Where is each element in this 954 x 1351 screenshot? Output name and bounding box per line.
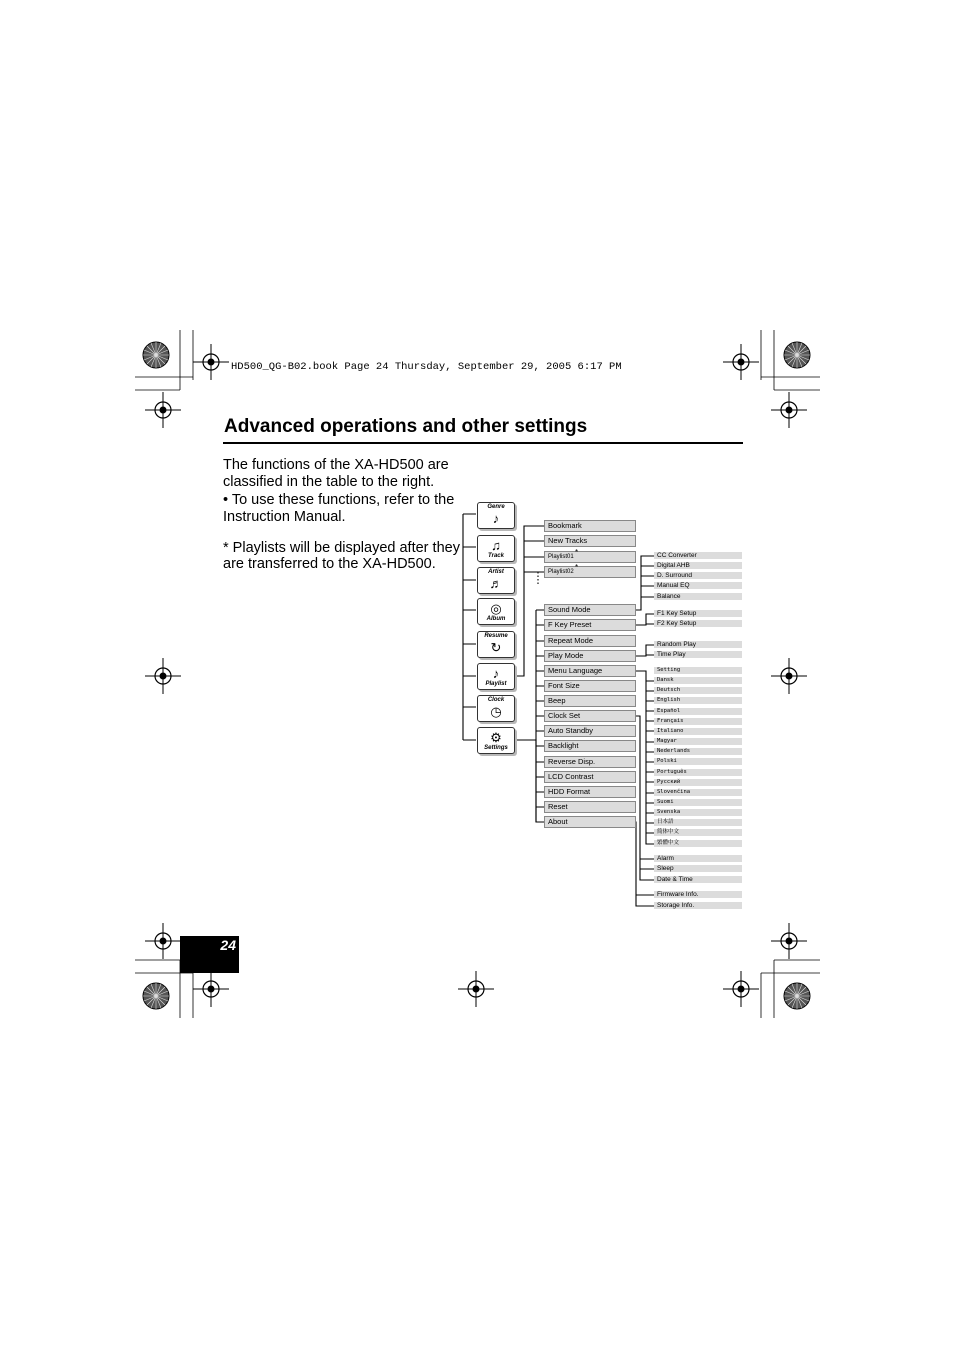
settings-item[interactable]: About (544, 816, 636, 828)
menu-clock[interactable] (477, 695, 515, 722)
language-item[interactable]: Português (654, 769, 742, 776)
menu-label: Clock (487, 697, 505, 703)
artist-icon: ♬ (489, 576, 503, 591)
language-item[interactable]: Slovenčina (654, 789, 742, 796)
language-item[interactable]: Italiano (654, 728, 742, 735)
language-item[interactable]: Deutsch (654, 687, 742, 694)
play-mode-item[interactable]: Random Play (654, 641, 742, 648)
clock-set-item[interactable]: Date & Time (654, 876, 742, 883)
settings-item[interactable]: Reverse Disp. (544, 756, 636, 768)
sound-mode-item[interactable]: D. Surround (654, 572, 742, 579)
album-icon: ◎ (490, 601, 502, 616)
menu-label: Album (486, 616, 506, 622)
clock-icon: ◷ (490, 704, 502, 719)
track-icon: ♫ (491, 538, 501, 553)
settings-icon: ⚙ (490, 730, 502, 745)
clock-set-item[interactable]: Sleep (654, 865, 742, 872)
menu-settings[interactable] (477, 727, 515, 754)
f-key-item[interactable]: F2 Key Setup (654, 620, 742, 627)
language-item[interactable]: 日本語 (654, 819, 742, 826)
sound-mode-item[interactable]: Digital AHB (654, 562, 742, 569)
page-title: Advanced operations and other settings (224, 416, 588, 437)
sound-mode-item[interactable]: Manual EQ (654, 582, 742, 589)
settings-item[interactable]: Auto Standby (544, 725, 636, 737)
about-item[interactable]: Storage Info. (654, 902, 742, 909)
settings-item[interactable]: Menu Language (544, 665, 636, 677)
settings-item[interactable]: Backlight (544, 740, 636, 752)
settings-item[interactable]: HDD Format (544, 786, 636, 798)
language-item[interactable]: Polski (654, 758, 742, 765)
about-item[interactable]: Firmware Info. (654, 891, 742, 898)
menu-playlist[interactable] (477, 663, 515, 690)
playlist-note-star: * (575, 548, 579, 557)
language-item[interactable]: Setting (654, 667, 742, 674)
sound-mode-item[interactable]: Balance (654, 593, 742, 600)
language-item[interactable]: 繁體中文 (654, 840, 742, 847)
settings-item[interactable]: Repeat Mode (544, 635, 636, 647)
menu-artist[interactable] (477, 567, 515, 594)
settings-item[interactable]: Clock Set (544, 710, 636, 722)
language-item[interactable]: English (654, 697, 742, 704)
menu-track[interactable] (477, 535, 515, 562)
language-item[interactable]: Español (654, 708, 742, 715)
playlist-note-star: * (575, 563, 579, 572)
language-item[interactable]: Magyar (654, 738, 742, 745)
bullet-text: • To use these functions, refer to the Instruction Manual. (223, 492, 455, 525)
print-header: HD500_QG-B02.book Page 24 Thursday, September 29, 2005 6:17 PM (231, 361, 622, 373)
settings-item[interactable]: Play Mode (544, 650, 636, 662)
language-item[interactable]: Nederlands (654, 748, 742, 755)
settings-item[interactable]: F Key Preset (544, 619, 636, 631)
settings-item[interactable]: LCD Contrast (544, 771, 636, 783)
genre-icon: ♪ (492, 511, 500, 526)
page-number: 24 (220, 937, 236, 953)
settings-item[interactable]: Font Size (544, 680, 636, 692)
settings-item[interactable]: Reset (544, 801, 636, 813)
language-item[interactable]: 简体中文 (654, 829, 742, 836)
language-item[interactable]: Svenska (654, 809, 742, 816)
language-item[interactable]: Suomi (654, 799, 742, 806)
language-item[interactable]: Français (654, 718, 742, 725)
menu-label: Settings (484, 745, 508, 751)
menu-album[interactable] (477, 598, 515, 625)
menu-label: Resume (484, 633, 508, 639)
playlist-item[interactable]: Playlist01 * (544, 551, 636, 563)
language-item[interactable]: Русский (654, 779, 742, 786)
menu-genre[interactable] (477, 502, 515, 529)
settings-item[interactable]: Beep (544, 695, 636, 707)
note-text: * Playlists will be displayed after they are transferred to the XA-HD500. (223, 540, 460, 572)
play-mode-item[interactable]: Time Play (654, 651, 742, 658)
sound-mode-item[interactable]: CC Converter (654, 552, 742, 559)
menu-label: Track (488, 553, 504, 559)
language-item[interactable]: Dansk (654, 677, 742, 684)
playlist-item[interactable]: New Tracks (544, 535, 636, 547)
intro-text: The functions of the XA-HD500 are classified in the table to the right. (223, 457, 449, 490)
playlist-item[interactable]: Playlist02 * (544, 566, 636, 578)
menu-label: Genre (487, 504, 505, 510)
menu-resume[interactable] (477, 631, 515, 658)
settings-item[interactable]: Sound Mode (544, 604, 636, 616)
menu-label: Playlist (485, 681, 507, 687)
f-key-item[interactable]: F1 Key Setup (654, 610, 742, 617)
playlist-icon: ♪ (492, 666, 500, 681)
resume-icon: ↻ (490, 640, 502, 655)
menu-label: Artist (488, 569, 504, 575)
clock-set-item[interactable]: Alarm (654, 855, 742, 862)
playlist-item[interactable]: Bookmark (544, 520, 636, 532)
